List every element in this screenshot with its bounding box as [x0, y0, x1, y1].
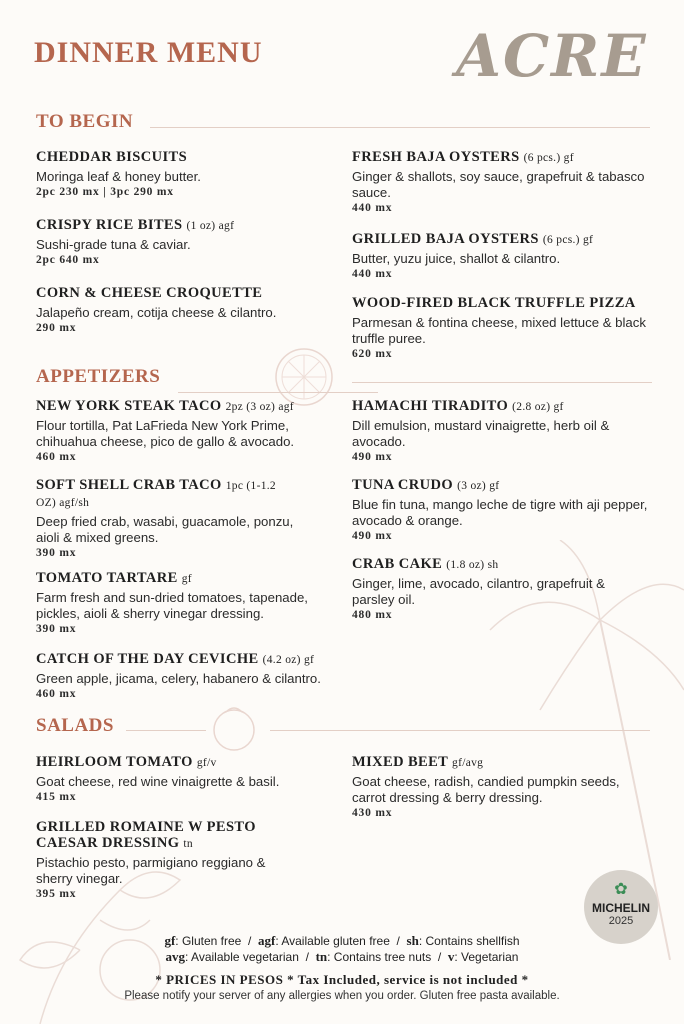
menu-item-fresh-baja-oysters	[352, 149, 652, 214]
item-price: 460 mx	[36, 451, 77, 463]
legend-text: : Available gluten free	[275, 934, 390, 948]
menu-item-mixed-beet	[352, 754, 652, 819]
legend-text: : Contains shellfish	[418, 934, 520, 948]
item-description: Pistachio pesto, parmigiano reggiano & sherry vinegar.	[36, 855, 266, 886]
section-divider	[150, 127, 650, 128]
section-appetizers: APPETIZERS	[36, 366, 161, 387]
item-description: Moringa leaf & honey butter.	[36, 169, 201, 184]
legend-code: agf	[258, 933, 276, 948]
menu-item-grilled-romaine	[36, 819, 296, 900]
section-divider	[352, 382, 652, 383]
acre-logo: ACRE	[456, 22, 648, 90]
item-description: Jalapeño cream, cotija cheese & cilantro.	[36, 305, 277, 320]
tomato-illustration-icon	[206, 700, 262, 756]
menu-item-ny-steak-taco	[36, 398, 346, 463]
legend-code: gf	[164, 933, 176, 948]
item-name: TUNA CRUDO (3 oz) gf	[352, 477, 500, 493]
legend-code: sh	[406, 933, 419, 948]
menu-item-ceviche	[36, 651, 356, 700]
item-name: WOOD-FIRED BLACK TRUFFLE PIZZA	[352, 295, 636, 311]
section-divider	[126, 730, 206, 731]
menu-item-crispy-rice-bites	[36, 217, 336, 266]
section-salads: SALADS	[36, 715, 114, 736]
menu-item-grilled-baja-oysters	[352, 231, 652, 280]
item-name: CHEDDAR BISCUITS	[36, 149, 188, 165]
item-price: 390 mx	[36, 547, 77, 559]
prices-note: * PRICES IN PESOS * Tax Included, service is not included *	[155, 972, 529, 987]
menu-item-hamachi-tiradito	[352, 398, 652, 463]
item-name: CORN & CHEESE CROQUETTE	[36, 285, 263, 301]
item-description: Parmesan & fontina cheese, mixed lettuce & black truffle puree.	[352, 315, 646, 346]
item-price: 2pc 640 mx	[36, 254, 100, 266]
item-price: 390 mx	[36, 623, 77, 635]
legend-text: : Gluten free	[175, 934, 242, 948]
menu-item-heirloom-tomato	[36, 754, 336, 803]
item-name: HEIRLOOM TOMATO gf/v	[36, 754, 217, 770]
item-description: Blue fin tuna, mango leche de tigre with aji pepper, avocado & orange.	[352, 497, 648, 528]
item-name: CATCH OF THE DAY CEVICHE (4.2 oz) gf	[36, 651, 315, 667]
item-price: 480 mx	[352, 609, 393, 621]
menu-item-tomato-tartare	[36, 570, 336, 635]
item-description: Deep fried crab, wasabi, guacamole, ponzu, aioli & mixed greens.	[36, 514, 294, 545]
item-name: NEW YORK STEAK TACO 2pz (3 oz) agf	[36, 398, 294, 414]
item-name: CRISPY RICE BITES (1 oz) agf	[36, 217, 235, 233]
item-name: GRILLED ROMAINE W PESTO CAESAR DRESSING tn	[36, 819, 256, 851]
menu-item-corn-croquette	[36, 285, 336, 334]
item-name: SOFT SHELL CRAB TACO 1pc (1-1.2 OZ) agf/sh	[36, 477, 276, 509]
item-description: Dill emulsion, mustard vinaigrette, herb oil & avocado.	[352, 418, 610, 449]
item-price: 415 mx	[36, 791, 77, 803]
michelin-label: MICHELIN	[592, 901, 650, 915]
item-name: TOMATO TARTARE gf	[36, 570, 192, 586]
legend-code: tn	[315, 949, 328, 964]
item-name: CRAB CAKE (1.8 oz) sh	[352, 556, 499, 572]
item-price: 2pc 230 mx | 3pc 290 mx	[36, 186, 174, 198]
item-name: FRESH BAJA OYSTERS (6 pcs.) gf	[352, 149, 574, 165]
item-description: Ginger & shallots, soy sauce, grapefruit & tabasco sauce.	[352, 169, 645, 200]
legend-code: v	[447, 949, 455, 964]
item-price: 290 mx	[36, 322, 77, 334]
legend-text: : Vegetarian	[454, 950, 519, 964]
legend-text: : Available vegetarian	[185, 950, 299, 964]
item-price: 620 mx	[352, 348, 393, 360]
item-description: Sushi-grade tuna & caviar.	[36, 237, 191, 252]
item-description: Farm fresh and sun-dried tomatoes, tapenade, pickles, aioli & sherry vinegar dressing.	[36, 590, 308, 621]
michelin-year: 2025	[608, 915, 634, 927]
item-name: MIXED BEET gf/avg	[352, 754, 484, 770]
item-name: HAMACHI TIRADITO (2.8 oz) gf	[352, 398, 564, 414]
item-price: 430 mx	[352, 807, 393, 819]
menu-item-cheddar-biscuits	[36, 149, 336, 198]
item-description: Goat cheese, red wine vinaigrette & basil.	[36, 774, 280, 789]
legend-code: avg	[165, 949, 186, 964]
legend-line-2: avg: Available vegetarian / tn: Contains tree nuts / v: Vegetarian	[165, 949, 519, 964]
page-title: DINNER MENU	[34, 36, 263, 69]
section-divider	[270, 730, 650, 731]
item-description: Flour tortilla, Pat LaFrieda New York Prime, chihuahua cheese, pico de gallo & avocado.	[36, 418, 295, 449]
section-divider	[178, 392, 378, 393]
item-description: Butter, yuzu juice, shallot & cilantro.	[352, 251, 561, 266]
menu-item-truffle-pizza	[352, 295, 662, 360]
item-price: 490 mx	[352, 530, 393, 542]
item-price: 440 mx	[352, 268, 393, 280]
menu-item-tuna-crudo	[352, 477, 652, 542]
item-price: 460 mx	[36, 688, 77, 700]
menu-item-soft-shell-crab-taco	[36, 477, 296, 559]
item-description: Ginger, lime, avocado, cilantro, grapefruit & parsley oil.	[352, 576, 605, 607]
item-description: Goat cheese, radish, candied pumpkin seeds, carrot dressing & berry dressing.	[352, 774, 620, 805]
item-name: GRILLED BAJA OYSTERS (6 pcs.) gf	[352, 231, 594, 247]
item-price: 395 mx	[36, 888, 77, 900]
legend-text: : Contains tree nuts	[327, 950, 432, 964]
menu-item-crab-cake	[352, 556, 632, 621]
michelin-flower-icon: ✿	[614, 881, 628, 898]
item-price: 440 mx	[352, 202, 393, 214]
section-to-begin: TO BEGIN	[36, 111, 134, 132]
legend-line-1: gf: Gluten free / agf: Available gluten free / sh: Contains shellfish	[164, 933, 520, 948]
item-price: 490 mx	[352, 451, 393, 463]
allergy-note: Please notify your server of any allergies when you order. Gluten free pasta available.	[124, 990, 560, 1002]
item-description: Green apple, jicama, celery, habanero & cilantro.	[36, 671, 321, 686]
dietary-legend	[0, 933, 684, 965]
